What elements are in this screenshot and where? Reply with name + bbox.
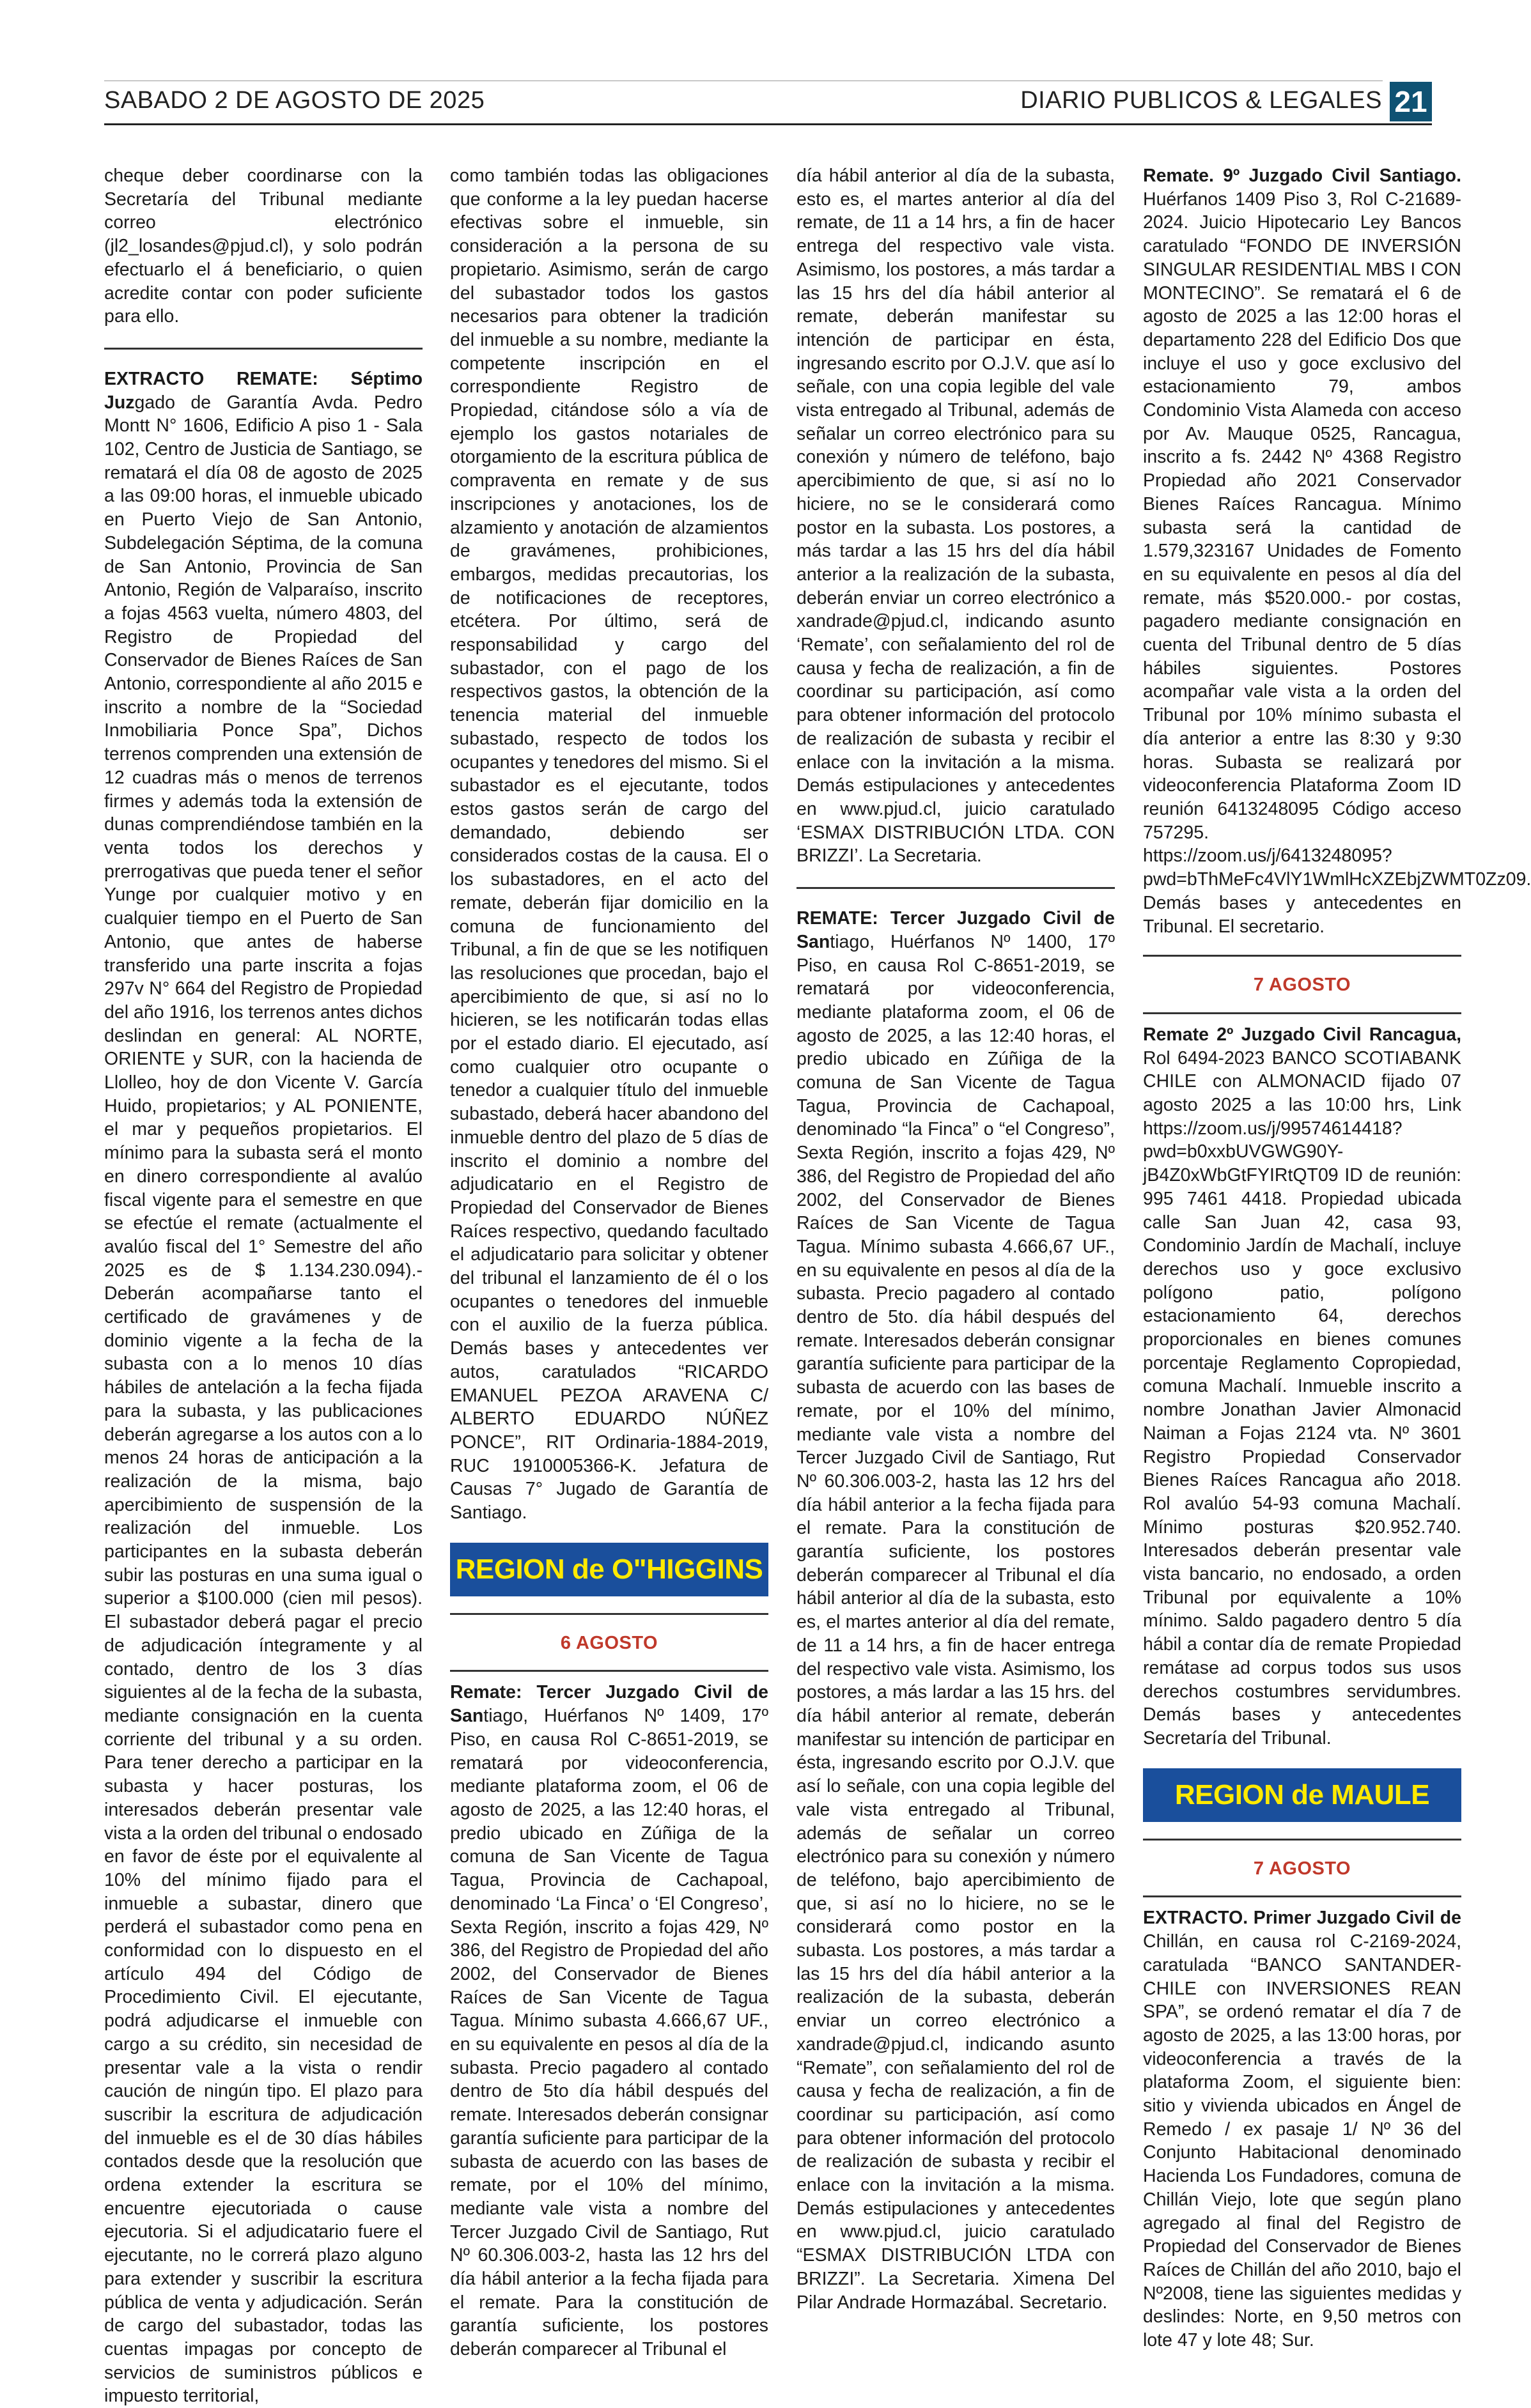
- notice-lead: EXTRACTO REMATE: Séptimo Juz: [104, 368, 423, 413]
- date-heading: 7 AGOSTO: [1253, 1858, 1351, 1879]
- notice-remate-rancagua: [1143, 1023, 1461, 1750]
- region-banner-maule: REGION de MAULE: [1143, 1768, 1461, 1822]
- notice-body: Huérfanos 1409 Piso 3, Rol C-21689-2024. Juicio Hipotecario Ley Bancos caratulado “FONDO DE INVERSIÓN SINGULAR RESIDENTIAL MBS I CON MONTECINO”. Se rematará el 6 de agosto de 2025 a las 12:00 horas el departamento 228 del Edificio Dos que incluye el uso y goce exclusivo del estacionamiento 79, ambos Condominio Vista Alameda con acceso por Av. Mauque 0525, Rancagua, inscrito a fs. 2442 Nº 4368 Registro Propiedad año 2021 Conservador Bienes Raíces Rancagua. Mínimo subasta será la cantidad de 1.579,323167 Unidades de Fomento en su equivalente en pesos al día del remate, más $520.000.- por costas, pagadero mediante consignación en cuenta del Tribunal dentro de 5 días hábiles siguientes. Postores acompañar vale vista a la orden del Tribunal por 10% mínimo subasta el día anterior a entre las 8:30 y 9:30 horas. Subasta se realizará por videoconferencia Plataforma Zoom ID reunión 6413248095 Código acceso 757295. https://zoom.us/j/6413248095?pwd=bThMeFc4VlY1WmlHcXZEbjZWMT0Zz09. Demás bases y antecedentes en Tribunal. El secretario.: [1143, 189, 1531, 937]
- notice-remate-tercer-juzgado: [797, 907, 1115, 2314]
- notice-extracto-remate: [104, 367, 423, 2408]
- date-heading-block: [1143, 1839, 1461, 1898]
- masthead: [104, 82, 1432, 120]
- notice-lead: REMATE: Tercer Juzgado Civil de San: [797, 908, 1115, 952]
- notice-body: Chillán, en causa rol C-2169-2024, caratulada “BANCO SANTANDER- CHILE con INVERSIONES REAN SPA”, se ordenó rematar el día 7 de agosto de 2025, a las 13:00 horas, por videoconferencia a través de la plataforma Zoom, el siguiente bien: sitio y vivienda ubicados en Ángel de Remedo / ex pasaje 1/ Nº 36 del Conjunto Habitacional denominado Hacienda Los Fundadores, comuna de Chillán Viejo, lote que según plano agregado al final del Registro de Propiedad del Conservador de Bienes Raíces de Chillán del año 2010, bajo el Nº2008, tiene las siguientes medidas y deslindes: Norte, en 9,50 metros con lote 47 y lote 48; Sur.: [1143, 1931, 1461, 2351]
- region-banner-ohiggins: REGION de O"HIGGINS: [450, 1543, 768, 1596]
- column-3: [797, 164, 1115, 2313]
- date-underline: [1143, 1012, 1461, 1014]
- notice-extracto-chillan: [1143, 1906, 1461, 2352]
- notice-body: Rol 6494-2023 BANCO SCOTIABANK CHILE con ALMONACID fijado 07 agosto 2025 a las 10:00 hrs, Link https://zoom.us/j/99574614418?pwd=b0xxbUVGWG90Y-jB4Z0xWbGtFYIRtQT09 ID de reunión: 995 7461 4418. Propiedad ubicada calle San Juan 42, casa 93, Condominio Jardín de Machalí, incluye derechos uso y goce exclusivo polígono patio, polígono estacionamiento 64, derechos proporcionales en bienes comunes porcentaje Reglamento Copropiedad, comuna Machalí. Inmueble inscrito a nombre Jonathan Javier Almonacid Naiman a Fojas 2124 vta. Nº 3601 Registro Propiedad Conservador Bienes Raíces Rancagua año 2018. Rol avalúo 54-93 comuna Machalí. Mínimo posturas $20.952.740. Interesados deberán presentar vale vista bancario, no endosado, a orden Tribunal por equivalente a 10% mínimo. Saldo pagadero dentro 5 día hábil a contar día de remate Propiedad remátase ad corpus todos sus usos derechos costumbres servidumbres. Demás bases y antecedentes Secretaría del Tribunal.: [1143, 1047, 1461, 1748]
- column-2: [450, 164, 768, 2360]
- notice-body: gado de Garantía Avda. Pedro Montt N° 1606, Edificio A piso 1 - Sala 102, Centro de Justicia de Santiago, se rematará el día 08 de agosto de 2025 a las 09:00 horas, el inmueble ubicado en Puerto Viejo de San Antonio, Subdelegación Séptima, de la comuna de San Antonio, Provincia de San Antonio, Región de Valparaíso, inscrito a fojas 4563 vuelta, número 4803, del Registro de Propiedad del Conservador de Bienes Raíces de San Antonio, correspondiente al año 2015 e inscrito a nombre de la “Sociedad Inmobiliaria Ponce Spa”, Dichos terrenos comprenden una extensión de 12 cuadras más o menos de terrenos firmes y además toda la extensión de dunas comprendiéndose también en la venta todos los derechos y prerrogativas que pueda tener el señor Yunge por cualquier motivo y en cualquier tiempo en el Puerto de San Antonio, que antes de haberse transferido una parte inscrita a fojas 297v N° 664 del Registro de Propiedad del año 1916, los terrenos antes dichos deslindan en general: AL NORTE, ORIENTE y SUR, con la hacienda de Llolleo, hoy de don Vicente V. García Huido, propietarios; y AL PONIENTE, el mar y pequeños propietarios. El mínimo para la subasta será el monto en dinero correspondiente al avalúo fiscal vigente para el semestre en que se efectúe el remate (actualmente el avalúo fiscal del 1° Semestre del año 2025 es de $ 1.134.230.094).- Deberán acompañarse tanto el certificado de gravámenes y de dominio vigente a la fecha de la subasta con a lo menos 10 días hábiles de antelación a la fecha fijada para la subasta, y las publicaciones deberán agregarse a los autos con a lo menos 24 horas de anticipación a la realización de la misma, bajo apercibimiento de suspensión de la realización del inmueble. Los participantes en la subasta deberán subir las posturas en una suma igual o superior a $100.000 (cien mil pesos). El subastador deberá pagar el precio de adjudicación íntegramente y al contado, dentro de los 3 días siguientes al de la fecha de la subasta, mediante consignación en la cuenta corriente del tribunal y a su orden. Para tener derecho a participar en la subasta y hacer posturas, los interesados deberán presentar vale vista a la orden del tribunal o endosado en favor de éste por el equivalente al 10% del mínimo fijado para el inmueble a subastar, dinero que perderá el subastador como pena en conformidad con lo dispuesto en el artículo 494 del Código de Procedimiento Civil. El ejecutante, podrá adjudicarse el inmueble con cargo a su crédito, sin necesidad de presentar vale a la vista o rendir caución de ningún tipo. El plazo para suscribir la escritura de adjudicación del inmueble es el de 30 días hábiles contados desde que la resolución que ordena extender la escritura se encuentre ejecutoriada o cause ejecutoria. Si el adjudicatario fuere el ejecutante, no le correrá plazo alguno para extender y suscribir la escritura pública de venta y adjudicación. Serán de cargo del subastador, todas las cuentas impagas por concepto de servicios de suministros públicos e impuesto territorial,: [104, 392, 423, 2407]
- notice-remate-tercer-juzgado: [450, 1681, 768, 2361]
- publication-title: DIARIO PUBLICOS & LEGALES: [1020, 87, 1382, 114]
- notice-lead: Remate: Tercer Juzgado Civil de San: [450, 1682, 768, 1727]
- masthead-rule: [104, 123, 1432, 125]
- column-1: [104, 164, 423, 2407]
- date-heading: 7 AGOSTO: [1253, 975, 1351, 996]
- notice-continuation: cheque deber coordinarse con la Secretaría del Tribunal mediante correo electrónico (jl2_losandes@pjud.cl), y solo podrán efectuarlo el á beneficiario, o quien acredite contar con poder suficiente para ello.: [104, 166, 423, 327]
- page-number: 21: [1390, 82, 1432, 121]
- notice-continuation: día hábil anterior al día de la subasta, esto es, el martes anterior al día del remate, de 11 a 14 hrs, a fin de hacer entrega del respectivo vale vista. Asimismo, los postores, a más tardar a las 15 hrs del día hábil anterior al remate, deberán manifestar su intención de participar en ésta, ingresando escrito por O.J.V. que así lo señale, con una copia legible del vale vista entregado al Tribunal, además de señalar un correo electrónico para su conexión y número de teléfono, bajo apercibimiento de que, si así no lo hiciere, no se le considerará como postor en la subasta. Los postores, a más tardar a las 15 hrs del día hábil anterior a la realización de la subasta, deberán enviar un correo electrónico a xandrade@pjud.cl, indicando asunto ‘Remate’, con señalamiento del rol de causa y fecha de realización, a fin de coordinar su participación, así como para obtener información del protocolo de realización de subasta y recibir el enlace con la invitación a la misma. Demás estipulaciones y antecedentes en www.pjud.cl, juicio caratulado ‘ESMAX DISTRIBUCIÓN LTDA. CON BRIZZI’. La Secretaria.: [797, 166, 1115, 867]
- notice-body: tiago, Huérfanos Nº 1409, 17º Piso, en causa Rol C-8651-2019, se rematará por videoconferencia, mediante plataforma zoom, el 06 de agosto de 2025, a las 12:40 horas, el predio ubicado en Zúñiga de la comuna de San Vicente de Tagua Tagua, Provincia de Cachapoal, denominado ‘La Finca’ o ‘El Congreso’, Sexta Región, inscrito a fojas 429, Nº 386, del Registro de Propiedad del año 2002, del Conservador de Bienes Raíces de San Vicente de Tagua Tagua. Mínimo subasta 4.666,67 UF., en su equivalente en pesos al día de la subasta. Precio pagadero al contado dentro de 5to día hábil después del remate. Interesados deberán consignar garantía suficiente para participar de la subasta de acuerdo con las bases de remate, por el 10% del mínimo, mediante vale vista a nombre del Tercer Juzgado Civil de Santiago, Rut Nº 60.306.003-2, hasta las 12 hrs del día hábil anterior a la fecha fijada para el remate. Para la constitución de garantía suficiente, los postores deberán comparecer al Tribunal el: [450, 1706, 768, 2360]
- date-heading-block: [450, 1613, 768, 1672]
- notice-continuation: como también todas las obligaciones que conforme a la ley puedan hacerse efectivas sobre el inmueble, sin consideración a la persona de su propietario. Asimismo, serán de cargo del subastador todos los gastos necesarios para obtener la tradición del inmueble a su nombre, mediante la competente inscripción en el correspondiente Registro de Propiedad, citándose sólo a vía de ejemplo los gastos notariales de otorgamiento de la escritura pública de compraventa en remate y de sus inscripciones y anotaciones, los de alzamiento y anotación de alzamientos de gravámenes, prohibiciones, embargos, medidas precautorias, los de notificaciones de receptores, etcétera. Por último, será de responsabilidad y cargo del subastador, con el pago de los respectivos gastos, la obtención de la tenencia material del inmueble subastado, respecto de todos los ocupantes y tenedores del mismo. Si el subastador es el ejecutante, todos estos gastos serán de cargo del demandado, debiendo ser considerados costas de la causa. El o los subastadores, en el acto del remate, deberán fijar domicilio en la comuna de funcionamiento del Tribunal, a fin de que se les notifiquen las resoluciones que procedan, bajo el apercibimiento de que, si así no lo hicieren, se les notificarán todas ellas por el estado diario. El ejecutado, así como cualquier otro ocupante o tenedor a cualquier título del inmueble subastado, deberá hacer abandono del inmueble dentro del plazo de 5 días de inscrito el dominio a nombre del adjudicatario en el Registro de Propiedad del Conservador de Bienes Raíces respectivo, quedando facultado el adjudicatario para solicitar y obtener del tribunal el lanzamiento de él o los ocupantes o tenedores del inmueble con el auxilio de la fuerza pública. Demás bases y antecedentes ver autos, caratulados “RICARDO EMANUEL PEZOA ARAVENA C/ ALBERTO EDUARDO NÚÑEZ PONCE”, RIT Ordinaria-1884-2019, RUC 1910005366-K. Jefatura de Causas 7° Jugado de Garantía de Santiago.: [450, 166, 768, 1524]
- date-underline: [450, 1670, 768, 1672]
- column-4: [1143, 164, 1531, 2351]
- issue-date: SABADO 2 DE AGOSTO DE 2025: [104, 87, 485, 114]
- date-heading: 6 AGOSTO: [560, 1632, 658, 1653]
- notice-lead: Remate 2º Juzgado Civil Rancagua,: [1143, 1024, 1461, 1045]
- notice-lead: EXTRACTO. Primer Juzgado Civil de: [1143, 1908, 1461, 1929]
- notice-remate-noveno-juzgado: [1143, 164, 1531, 938]
- notice-lead: Remate. 9º Juzgado Civil Santiago.: [1143, 166, 1461, 186]
- notice-divider: [797, 887, 1115, 889]
- date-underline: [1143, 1895, 1461, 1897]
- notice-divider: [104, 348, 423, 350]
- notice-body: tiago, Huérfanos Nº 1400, 17º Piso, en causa Rol C-8651-2019, se rematará por videoconferencia, mediante plataforma zoom, el 06 de agosto de 2025, a las 12:40 horas, el predio ubicado en Zúñiga de la comuna de San Vicente de Tagua Tagua, Provincia de Cachapoal, denominado “la Finca” o “el Congreso”, Sexta Región, inscrito a fojas 429, Nº 386, del Registro de Propiedad del año 2002, del Conservador de Bienes Raíces de San Vicente de Tagua Tagua. Mínimo subasta 4.666,67 UF., en su equivalente en pesos al día de la subasta. Precio pagadero al contado dentro de 5to. día hábil después del remate. Interesados deberán consignar garantía suficiente para participar de la subasta de acuerdo con las bases de remate, por el 10% del mínimo, mediante vale vista a nombre del Tercer Juzgado Civil de Santiago, Rut Nº 60.306.003-2, hasta las 12 hrs del día hábil anterior a la fecha fijada para el remate. Para la constitución de garantía suficiente, los postores deberán comparecer al Tribunal el día hábil anterior al día de la subasta, esto es, el martes anterior al día del remate, de 11 a 14 hrs, a fin de hacer entrega del respectivo vale vista. Asimismo, los postores, a más lardar a las 15 hrs. del día hábil anterior al remate, deberán manifestar su intención de participar en ésta, ingresando escrito por O.J.V. que así lo señale, con una copia legible del vale vista entregado al Tribunal, además de señalar un correo electrónico para su conexión y número de teléfono, bajo apercibimiento de que, si así no lo hiciere, no se le considerará como postor en la subasta. Los postores, a más tardar a las 15 hrs del día hábil anterior a la realización de la subasta, deberán enviar un correo electrónico a xandrade@pjud.cl, indicando asunto “Remate”, con señalamiento del rol de causa y fecha de realización, a fin de coordinar su participación, así como para obtener información del protocolo de realización de subasta y recibir el enlace con la invitación a la misma. Demás estipulaciones y antecedentes en www.pjud.cl, juicio caratulado “ESMAX DISTRIBUCIÓN LTDA con BRIZZI”. La Secretaria. Ximena Del Pilar Andrade Hormazábal. Secretario.: [797, 931, 1115, 2313]
- date-heading-block: [1143, 955, 1461, 1014]
